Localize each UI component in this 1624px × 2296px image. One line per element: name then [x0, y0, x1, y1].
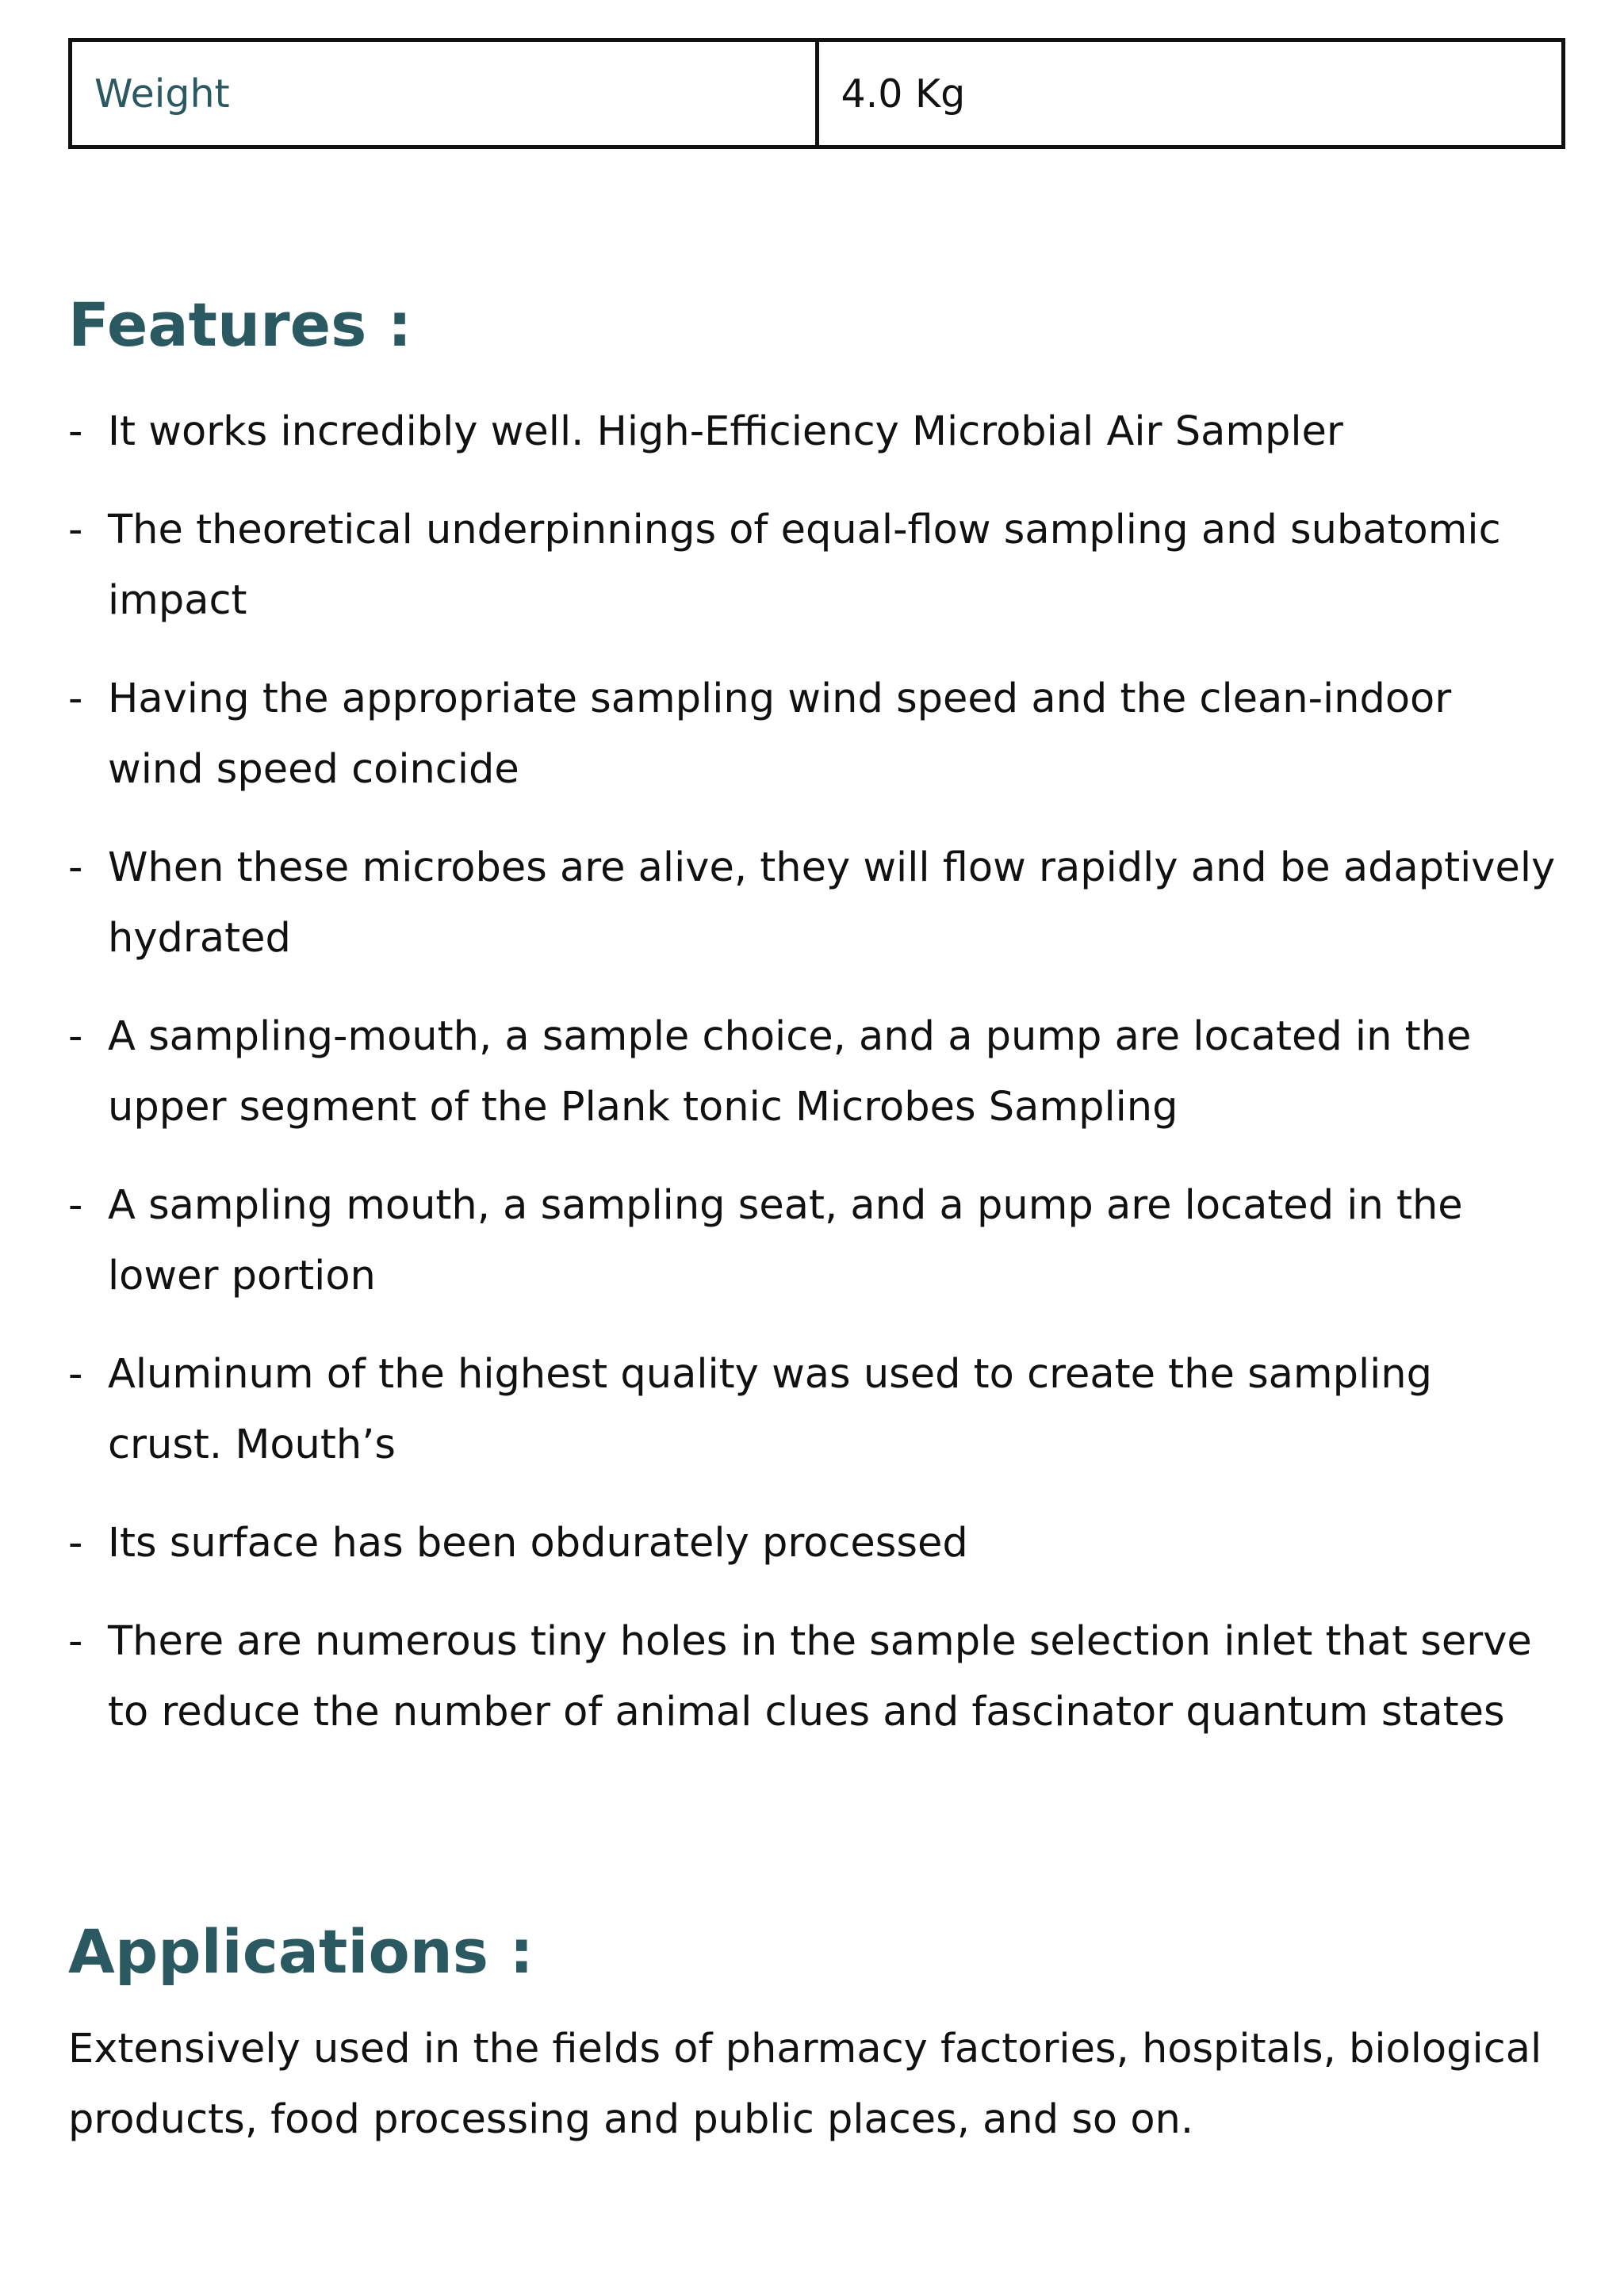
spec-label-weight: Weight	[71, 40, 818, 147]
list-item: - There are numerous tiny holes in the sample selection inlet that serve to reduce the number of animal clues and fascinator quantum states	[68, 1606, 1559, 1747]
list-item: - A sampling mouth, a sampling seat, and a pump are located in the lower portion	[68, 1170, 1559, 1311]
applications-text: Extensively used in the fields of pharmacy factories, hospitals, biological products, food processing and public places, and so on.	[68, 2026, 1542, 2143]
list-item: - It works incredibly well. High-Efficiency Microbial Air Sampler	[68, 396, 1559, 467]
list-item: - Aluminum of the highest quality was used to create the sampling crust. Mouth’s	[68, 1339, 1559, 1480]
applications-heading: Applications :	[68, 1916, 534, 1987]
list-item: - Having the appropriate sampling wind speed and the clean-indoor wind speed coincide	[68, 664, 1559, 805]
spec-value-weight: 4.0 Kg	[817, 40, 1564, 147]
list-item: - A sampling-mouth, a sample choice, and a pump are located in the upper segment of the Plank tonic Microbes Sampling	[68, 1001, 1559, 1142]
features-heading: Features :	[68, 289, 412, 360]
list-item: - The theoretical underpinnings of equal-flow sampling and subatomic impact	[68, 495, 1559, 636]
feature-list	[68, 396, 1559, 1775]
list-item: - When these microbes are alive, they will flow rapidly and be adaptively hydrated	[68, 832, 1559, 974]
table-row	[71, 40, 1564, 147]
list-item: - Its surface has been obdurately processed	[68, 1508, 1559, 1578]
spec-table	[68, 38, 1565, 149]
